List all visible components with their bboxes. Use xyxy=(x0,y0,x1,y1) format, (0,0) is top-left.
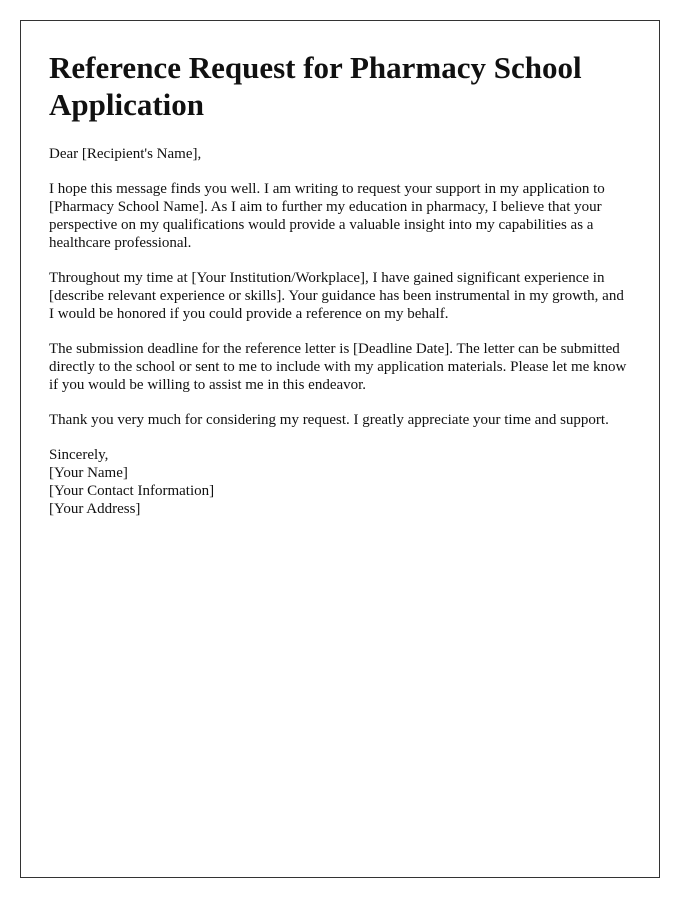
sender-contact: [Your Contact Information] xyxy=(49,483,215,499)
signature-block xyxy=(49,446,631,518)
paragraph-experience: Throughout my time at [Your Institution/Workplace], I have gained significant experience in [describe relevant experience or skills]. Your guidance has been instrumental in my growth, and I would be honored if you could provide a reference on my behalf. xyxy=(49,270,624,322)
sender-name: [Your Name] xyxy=(49,465,128,481)
paragraph-deadline: The submission deadline for the reference letter is [Deadline Date]. The letter can be submitted directly to the school or sent to me to include with my application materials. Please let me know if you would be willing to assist me in this endeavor. xyxy=(49,341,627,393)
paragraph-intro: I hope this message finds you well. I am writing to request your support in my application to [Pharmacy School Name]. As I aim to further my education in pharmacy, I believe that your perspective on my qualifications would provide a valuable insight into my capabilities as a healthcare professional. xyxy=(49,181,605,251)
salutation: Dear [Recipient's Name], xyxy=(49,146,202,162)
letter-page xyxy=(20,20,660,878)
sender-address: [Your Address] xyxy=(49,501,141,517)
paragraph-thanks: Thank you very much for considering my request. I greatly appreciate your time and support. xyxy=(49,412,609,428)
closing: Sincerely, xyxy=(49,447,109,463)
letter-title: Reference Request for Pharmacy School Application xyxy=(49,50,582,122)
